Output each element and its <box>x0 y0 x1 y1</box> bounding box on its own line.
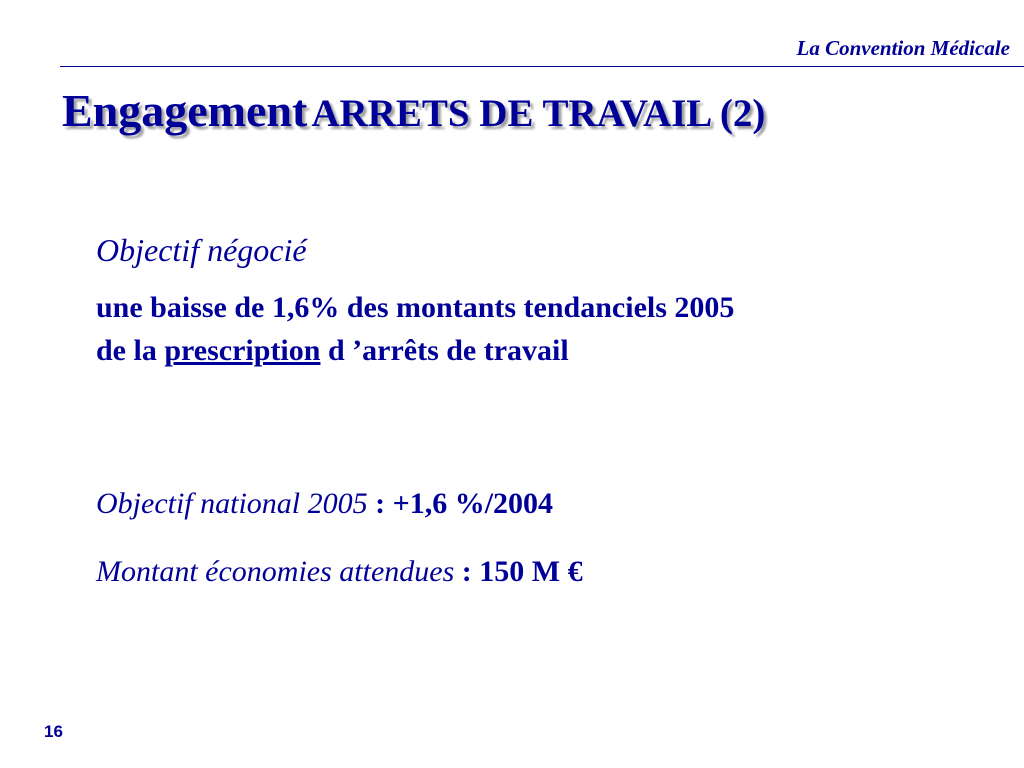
description-line-1: une baisse de 1,6% des montants tendanciels 2005 <box>96 291 735 324</box>
slide-content <box>96 226 976 592</box>
description-suffix: d ’arrêts de travail <box>320 334 569 367</box>
objectif-negocie-heading: Objectif négocié <box>96 232 307 268</box>
montant-label: Montant économies attendues <box>96 555 455 588</box>
title-part-arrets: ARRETS DE TRAVAIL (2) <box>311 92 766 135</box>
title-part-engagement: Engagement <box>62 85 308 136</box>
description-line-2 <box>96 329 976 372</box>
objectif-national-line <box>96 484 976 524</box>
header-divider <box>60 66 1024 67</box>
montant-value: : 150 M € <box>454 555 583 588</box>
objectif-national-label: Objectif national 2005 <box>96 487 368 520</box>
objectif-national-value: : +1,6 %/2004 <box>367 487 554 520</box>
montant-line <box>96 552 976 592</box>
prescription-word: prescription <box>164 334 321 367</box>
page-number: 16 <box>44 722 63 741</box>
header-title: La Convention Médicale <box>796 36 1010 60</box>
objectif-description <box>96 286 976 372</box>
description-prefix: de la <box>96 334 165 367</box>
slide-title <box>62 84 765 137</box>
